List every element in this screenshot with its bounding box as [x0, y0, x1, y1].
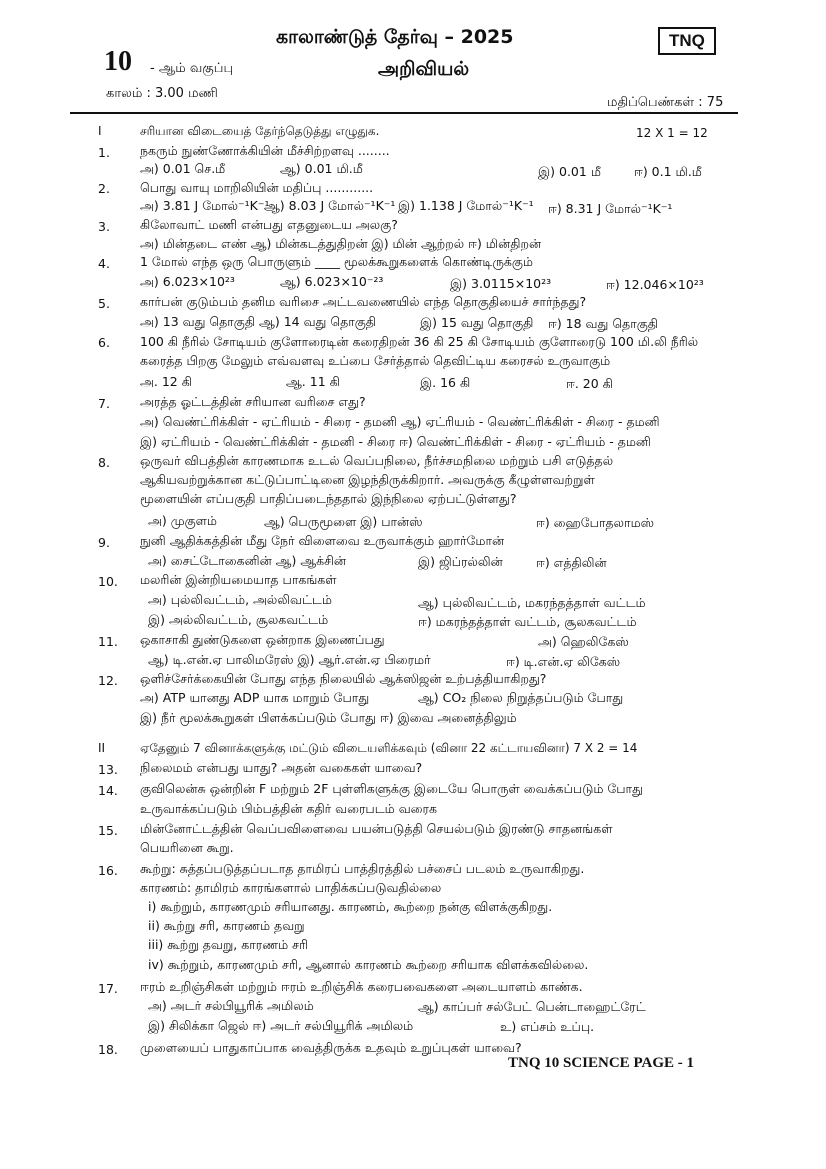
question-text: மின்னோட்டத்தின் வெப்பவிளைவை பயன்படுத்தி செயல்படும் இரண்டு சாதனங்கள்: [140, 821, 613, 836]
question-text: ஆகியவற்றுக்கான கட்டுப்பாட்டினை இழந்திருக்கிறார். அவருக்கு கீழுள்ளவற்றுள்: [140, 472, 595, 487]
question-text: மூளையின் எப்பகுதி பாதிப்படைந்ததால் இந்நிலை ஏற்பட்டுள்ளது?: [140, 491, 517, 506]
question-number: 9.: [98, 535, 110, 550]
option: இ) 0.01 மீ: [538, 164, 601, 179]
header-rule: [70, 112, 738, 114]
question-text: கரைத்த பிறகு மேலும் எவ்வளவு உப்பை சேர்த்தால் தெவிட்டிய கரைசல் உருவாகும்: [140, 353, 611, 368]
question-number: 17.: [98, 981, 118, 996]
question-text: ஒருவர் விபத்தின் காரணமாக உடல் வெப்பநிலை, நீர்ச்சமநிலை மற்றும் பசி எடுத்தல்: [140, 453, 614, 468]
max-marks: மதிப்பெண்கள் : 75: [607, 95, 724, 110]
question-number: 14.: [98, 783, 118, 798]
question-number: 15.: [98, 823, 118, 838]
option: ஈ) ஹைபோதலாமஸ்: [536, 515, 655, 530]
option: அ) அடர் சல்பியூரிக் அமிலம்: [148, 998, 314, 1013]
option: ஈ) டி.என்.ஏ லிகேஸ்: [506, 654, 621, 669]
question-number: 6.: [98, 335, 110, 350]
question-text: ஒகாசாகி துண்டுகளை ஒன்றாக இணைப்பது: [140, 632, 385, 647]
question-text: நுனி ஆதிக்கத்தின் மீது நேர் விளைவை உருவாக்கும் ஹார்மோன்: [140, 533, 505, 548]
option: அ) 6.023×10²³: [140, 274, 235, 289]
option: ஈ) மகரந்தத்தாள் வட்டம், சூலகவட்டம்: [418, 614, 637, 629]
option: அ) முகுளம்: [148, 513, 217, 528]
question-text: 100 கி நீரில் சோடியம் குளோரைடின் கரைதிறன் 36 கி 25 கி சோடியம் குளோரைடு 100 மி.லி நீரில்: [140, 334, 699, 349]
option: ஆ) புல்லிவட்டம், மகரந்தத்தாள் வட்டம்: [418, 595, 646, 610]
question-number: 8.: [98, 455, 110, 470]
option: ஈ) 18 வது தொகுதி: [548, 316, 658, 331]
question-number: 16.: [98, 863, 118, 878]
question-text: நிலைமம் என்பது யாது? அதன் வகைகள் யாவை?: [140, 760, 423, 775]
option: ஈ) 0.1 மி.மீ: [634, 164, 702, 179]
option: அ. 12 கி: [140, 374, 192, 389]
option: அ) சைட்டோகைனின் ஆ) ஆக்சின்: [148, 553, 347, 568]
option: இ) 1.138 J மோல்⁻¹K⁻¹: [398, 198, 534, 213]
page-footer: TNQ 10 SCIENCE PAGE - 1: [508, 1055, 694, 1071]
option: இ. 16 கி: [420, 375, 471, 390]
option: அ) 0.01 செ.மீ: [140, 161, 226, 176]
question-text: குவிலென்சு ஒன்றின் F மற்றும் 2F புள்ளிகளுக்கு இடையே பொருள் வைக்கப்படும் போது: [140, 781, 643, 796]
question-text: நகரும் நுண்ணோக்கியின் மீச்சிற்றளவு ........: [140, 143, 390, 158]
question-text: அரத்த ஓட்டத்தின் சரியான வரிசை எது?: [140, 394, 366, 409]
question-number: 10.: [98, 574, 118, 589]
question-number: 18.: [98, 1042, 118, 1057]
question-text: ஈரம் உறிஞ்சிகள் மற்றும் ஈரம் உறிஞ்சிக் கரைபவைகளை அடையாளம் காண்க.: [140, 979, 583, 994]
question-text: 1 மோல் எந்த ஒரு பொருளும் ____ மூலக்கூறுகளைக் கொண்டிருக்கும்: [140, 254, 533, 269]
question-text: உருவாக்கப்படும் பிம்பத்தின் கதிர் வரைபடம் வரைக: [140, 801, 437, 816]
option: இ) சிலிக்கா ஜெல் ஈ) அடர் சல்பியூரிக் அமிலம்: [148, 1018, 414, 1033]
option: ஈ) 12.046×10²³: [606, 277, 704, 292]
class-number: 10: [104, 46, 132, 77]
section-1-marks: 12 X 1 = 12: [636, 126, 708, 140]
section-1-numeral: I: [98, 124, 102, 138]
option: உ) எப்சம் உப்பு.: [500, 1019, 595, 1034]
option: இ) நீர் மூலக்கூறுகள் பிளக்கப்படும் போது ஈ) இவை அனைத்திலும்: [140, 710, 517, 725]
option: ஆ) டி.என்.ஏ பாலிமரேஸ் இ) ஆர்.என்.ஏ பிரைமர்: [148, 652, 431, 667]
option: ஈ) எத்திலின்: [536, 555, 607, 570]
option: ஆ) 8.03 J மோல்⁻¹K⁻¹: [264, 198, 396, 213]
option: அ) வெண்ட்ரிக்கிள் - ஏட்ரியம் - சிரை - தமனி ஆ) ஏட்ரியம் - வெண்ட்ரிக்கிள் - சிரை - தமனி: [140, 414, 660, 429]
question-text: கூற்று: சுத்தப்படுத்தப்படாத தாமிரப் பாத்திரத்தில் பச்சைப் படலம் உருவாகிறது.: [140, 861, 585, 876]
option: இ) 15 வது தொகுதி: [420, 315, 534, 330]
option: அ) 13 வது தொகுதி ஆ) 14 வது தொகுதி: [140, 314, 377, 329]
subject-title: அறிவியல்: [378, 58, 470, 80]
option: ஆ) 0.01 மி.மீ: [280, 161, 363, 176]
option: இ) ஜிப்ரல்லின்: [418, 554, 503, 569]
option: ஈ. 20 கி: [566, 376, 613, 391]
option: ஆ. 11 கி: [286, 374, 340, 389]
option: ii) கூற்று சரி, காரணம் தவறு: [148, 918, 305, 933]
option: இ) ஏட்ரியம் - வெண்ட்ரிக்கிள் - தமனி - சிரை ஈ) வெண்ட்ரிக்கிள் - சிரை - ஏட்ரியம் - தமனி: [140, 434, 651, 449]
exam-time: காலம் : 3.00 மணி: [106, 86, 218, 101]
option: அ) 3.81 J மோல்⁻¹K⁻¹: [140, 198, 270, 213]
question-text: ஒளிச்சேர்க்கையின் போது எந்த நிலையில் ஆக்ஸிஜன் உற்பத்தியாகிறது?: [140, 671, 547, 686]
option: iv) கூற்றும், காரணமும் சரி, ஆனால் காரணம் கூற்றை சரியாக விளக்கவில்லை.: [148, 957, 589, 972]
tnq-badge: TNQ: [658, 27, 716, 55]
question-number: 3.: [98, 219, 110, 234]
question-text: கார்பன் குடும்பம் தனிம வரிசை அட்டவணையில் எந்த தொகுதியைச் சார்ந்தது?: [140, 294, 587, 309]
section-2-instruction: ஏதேனும் 7 வினாக்களுக்கு மட்டும் விடையளிக்கவும் (வினா 22 கட்டாயவினா) 7 X 2 = 14: [140, 741, 638, 755]
section-1-instruction: சரியான விடையைத் தேர்ந்தெடுத்து எழுதுக.: [140, 124, 380, 138]
class-suffix: - ஆம் வகுப்பு: [150, 61, 234, 76]
section-2-numeral: II: [98, 741, 106, 755]
option: இ) 3.0115×10²³: [450, 276, 552, 291]
question-text: முளையைப் பாதுகாப்பாக வைத்திருக்க உதவும் உறுப்புகள் யாவை?: [140, 1040, 522, 1055]
question-text: காரணம்: தாமிரம் காரங்களால் பாதிக்கப்படுவதில்லை: [140, 880, 442, 895]
option: ஆ) பெருமூளை இ) பான்ஸ்: [264, 514, 423, 529]
option: அ) ஹெலிகேஸ்: [538, 634, 629, 649]
question-number: 11.: [98, 634, 118, 649]
option: அ) ATP யானது ADP யாக மாறும் போது: [140, 690, 370, 705]
question-text: கிலோவாட் மணி என்பது எதனுடைய அலகு?: [140, 217, 398, 232]
exam-title: காலாண்டுத் தேர்வு – 2025: [276, 26, 514, 48]
question-text: பொது வாயு மாறிலியின் மதிப்பு ............: [140, 180, 374, 195]
option: அ) மின்தடை எண் ஆ) மின்கடத்துதிறன் இ) மின் ஆற்றல் ஈ) மின்திறன்: [140, 236, 542, 251]
option: அ) புல்லிவட்டம், அல்லிவட்டம்: [148, 592, 332, 607]
option: ஆ) காப்பர் சல்பேட் பென்டாஹைட்ரேட்: [418, 999, 646, 1014]
option: ஈ) 8.31 J மோல்⁻¹K⁻¹: [548, 201, 673, 216]
option: இ) அல்லிவட்டம், சூலகவட்டம்: [148, 612, 329, 627]
question-number: 2.: [98, 181, 110, 196]
question-number: 5.: [98, 296, 110, 311]
option: iii) கூற்று தவறு, காரணம் சரி: [148, 937, 309, 952]
question-number: 4.: [98, 256, 110, 271]
question-number: 7.: [98, 396, 110, 411]
option: ஆ) CO₂ நிலை நிறுத்தப்படும் போது: [418, 690, 624, 705]
question-number: 12.: [98, 673, 118, 688]
question-number: 13.: [98, 762, 118, 777]
option: ஆ) 6.023×10⁻²³: [280, 274, 384, 289]
option: i) கூற்றும், காரணமும் சரியானது. காரணம், கூற்றை நன்கு விளக்குகிறது.: [148, 899, 553, 914]
question-text: மலரின் இன்றியமையாத பாகங்கள்: [140, 572, 337, 587]
question-text: பெயரினை கூறு.: [140, 840, 234, 855]
question-number: 1.: [98, 145, 110, 160]
